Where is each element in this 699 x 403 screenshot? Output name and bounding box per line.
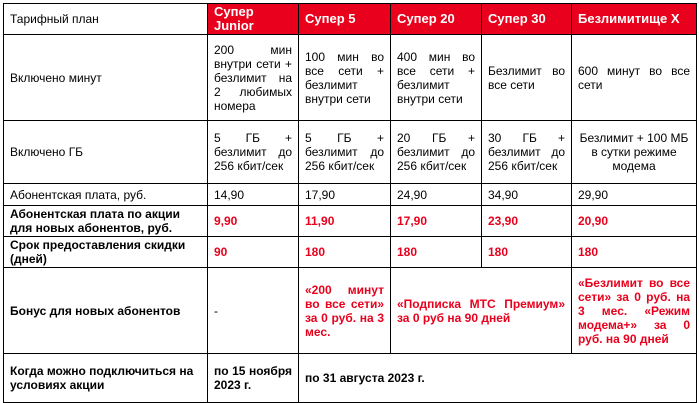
bonus-bezlimitische-x: «Безлимит во все сети» за 0 руб. на 3 мес. «Режим модема+» за 0 руб. на 90 дней — [572, 268, 697, 354]
header-row — [4, 4, 697, 35]
bonus-label: Бонус для новых абонентов — [4, 268, 208, 354]
promo-fee-row — [4, 206, 697, 237]
promo-fee-bezlimitische-x: 20,90 — [572, 206, 697, 237]
discount-days-super-junior: 90 — [208, 237, 299, 268]
tariff-table — [3, 3, 697, 403]
header-super-junior: Супер Junior — [208, 4, 299, 35]
discount-days-row — [4, 237, 697, 268]
bonus-super-5: «200 минут во все сети» за 0 руб. на 3 мес. — [299, 268, 391, 354]
minutes-label: Включено минут — [4, 35, 208, 121]
minutes-row — [4, 35, 697, 121]
promo-fee-super-30: 23,90 — [482, 206, 572, 237]
gb-super-5: 5 ГБ + безлимит до 256 кбит/сек — [299, 121, 391, 184]
gb-super-20: 20 ГБ + безлимит до 256 кбит/сек — [391, 121, 482, 184]
gb-row — [4, 121, 697, 184]
connect-super-junior: по 15 ноября 2023 г. — [208, 354, 299, 403]
discount-days-label: Срок предоставления скидки (дней) — [4, 237, 208, 268]
promo-fee-super-20: 17,90 — [391, 206, 482, 237]
discount-days-super-5: 180 — [299, 237, 391, 268]
connect-row — [4, 354, 697, 403]
promo-fee-label: Абонентская плата по акции для новых абонентов, руб. — [4, 206, 208, 237]
fee-label: Абонентская плата, руб. — [4, 184, 208, 206]
minutes-super-5: 100 мин во все сети + безлимит внутри сети — [299, 35, 391, 121]
gb-super-junior: 5 ГБ + безлимит до 256 кбит/сек — [208, 121, 299, 184]
bonus-row — [4, 268, 697, 354]
minutes-super-junior: 200 мин внутри сети + безлимит на 2 любимых номера — [208, 35, 299, 121]
minutes-super-30: Безлимит во все сети — [482, 35, 572, 121]
gb-label: Включено ГБ — [4, 121, 208, 184]
bonus-super-20-30: «Подписка МТС Премиум» за 0 руб на 90 дней — [391, 268, 572, 354]
promo-fee-super-5: 11,90 — [299, 206, 391, 237]
gb-super-30: 30 ГБ + безлимит до 256 кбит/сек — [482, 121, 572, 184]
fee-super-5: 17,90 — [299, 184, 391, 206]
promo-fee-super-junior: 9,90 — [208, 206, 299, 237]
discount-days-bezlimitische-x: 180 — [572, 237, 697, 268]
discount-days-super-30: 180 — [482, 237, 572, 268]
fee-super-junior: 14,90 — [208, 184, 299, 206]
minutes-bezlimitische-x: 600 минут во все сети — [572, 35, 697, 121]
connect-others: по 31 августа 2023 г. — [299, 354, 697, 403]
discount-days-super-20: 180 — [391, 237, 482, 268]
gb-bezlimitische-x: Безлимит + 100 МБ в сутки режиме модема — [572, 121, 697, 184]
header-super-5: Супер 5 — [299, 4, 391, 35]
fee-super-30: 34,90 — [482, 184, 572, 206]
header-plan-label: Тарифный план — [4, 4, 208, 35]
connect-label: Когда можно подключиться на условиях акции — [4, 354, 208, 403]
fee-super-20: 24,90 — [391, 184, 482, 206]
header-super-20: Супер 20 — [391, 4, 482, 35]
header-bezlimitische-x: Безлимитище X — [572, 4, 697, 35]
header-super-30: Супер 30 — [482, 4, 572, 35]
bonus-super-junior: - — [208, 268, 299, 354]
minutes-super-20: 400 мин во все сети + безлимит внутри сети — [391, 35, 482, 121]
fee-bezlimitische-x: 29,90 — [572, 184, 697, 206]
fee-row — [4, 184, 697, 206]
